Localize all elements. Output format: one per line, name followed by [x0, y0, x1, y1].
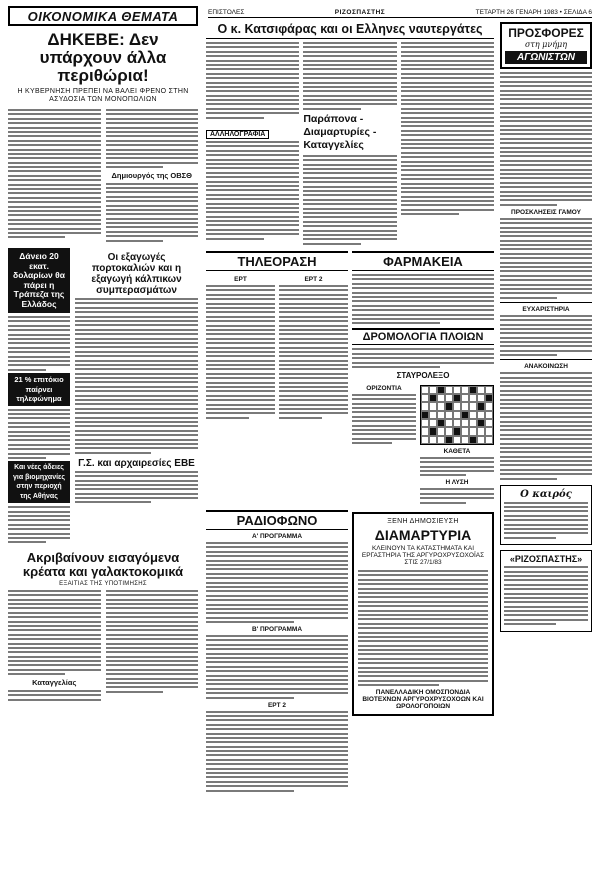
crossword-title: ΣΤΑΥΡΟΛΕΞΟ	[396, 370, 450, 380]
lead-article-subhead: Δημιουργός της ΟΒΣΘ	[111, 171, 192, 181]
weather-title: Ο καιρός	[520, 488, 572, 500]
thanks-notice-title: ΕΥΧΑΡΙΣΤΗΡΙΑ	[522, 305, 570, 313]
crossword-across-label: ΟΡΙΖΟΝΤΙΑ	[366, 384, 402, 392]
economics-column	[8, 6, 198, 868]
protest-notice-title: ΔΙΑΜΑΡΤΥΡΙΑ	[374, 527, 472, 544]
memorial-offers-box	[500, 22, 592, 69]
main-headline: Ο κ. Κατσιφάρας και οι Ελληνες ναυτεργάτες	[206, 22, 494, 39]
loan-box-title: Δάνειο 20 εκατ. δολαρίων θα πάρει η Τράπεζα της Ελλάδος	[13, 251, 65, 309]
meat-article-kicker: ΕΞΑΙΤΙΑΣ ΤΗΣ ΥΠΟΤΙΜΗΣΗΣ	[59, 580, 147, 587]
sidebar-column	[500, 22, 592, 794]
loan-box	[8, 248, 70, 313]
masthead-date: ΤΕΤΑΡΤΗ 26 ΓΕΝΑΡΗ 1983 • ΣΕΛΙΔΑ 6	[475, 9, 592, 16]
masthead-brand: ΡΙΖΟΣΠΑΣΤΗΣ	[334, 9, 386, 16]
memorial-offers-title: ΠΡΟΣΦΟΡΕΣ	[508, 26, 584, 40]
meat-article-title: Ακριβαίνουν εισαγόμενα κρέατα και γαλακτοκομικά	[22, 549, 184, 579]
protest-notice	[352, 512, 494, 716]
memorial-offers-banner: ΑΓΩΝΙΣΤΩΝ	[505, 51, 587, 64]
protest-notice-subtitle: ΚΛΕΙΝΟΥΝ ΤΑ ΚΑΤΑΣΤΗΜΑΤΑ ΚΑΙ ΕΡΓΑΣΤΗΡΙΑ ΤΗΣ ΑΡΓΥΡΟΧΡΥΣΟΧΟΪΑΣ ΣΤΙΣ 27/1/83	[361, 545, 485, 567]
lead-article-title: ΔΗΚΕΒΕ: Δεν υπάρχουν άλλα περιθώρια!	[39, 30, 167, 85]
gs-article-title: Γ.Σ. και αρχαιρεσίες ΕΒΕ	[78, 457, 195, 469]
radio-program-1: Α' ΠΡΟΓΡΑΜΜΑ	[251, 533, 303, 541]
masthead-section: ΕΠΙΣΤΟΛΕΣ	[208, 9, 245, 16]
weather-box	[500, 485, 592, 546]
pharmacy-section-title: ΦΑΡΜΑΚΕΙΑ	[352, 251, 494, 271]
radio-section-title: ΡΑΔΙΟΦΩΝΟ	[206, 510, 348, 530]
subscription-box	[500, 550, 592, 631]
marriage-notices-title: ΠΡΟΣΚΛΗΣΕΙΣ ΓΑΜΟΥ	[511, 208, 581, 216]
ships-section-title: ΔΡΟΜΟΛΟΓΙΑ ΠΛΟΙΩΝ	[352, 328, 494, 345]
industry-box-title: Και νέες άδειες για βιομηχανίες στην περιοχή της Αθήνας	[12, 464, 66, 500]
lead-article-subtitle: Η ΚΥΒΕΡΝΗΣΗ ΠΡΕΠΕΙ ΝΑ ΒΑΛΕΙ ΦΡΕΝΟ ΣΤΗΝ ΑΣΥΔΟΣΙΑ ΤΩΝ ΜΟΝΟΠΩΛΙΩΝ	[17, 88, 189, 103]
radio-program-3: ΕΡΤ 2	[267, 701, 287, 709]
letters-page-main	[206, 22, 592, 868]
radio-program-2: Β' ΠΡΟΓΡΑΜΜΑ	[251, 626, 303, 634]
letters-label: ΑΛΛΗΛΟΓΡΑΦΙΑ	[206, 130, 269, 139]
industry-box	[8, 461, 70, 503]
crossword-down-label: ΚΑΘΕΤΑ	[443, 447, 471, 455]
tv-section-title: ΤΗΛΕΟΡΑΣΗ	[206, 251, 348, 271]
crossword-solution-label: Η ΛΥΣΗ	[445, 479, 469, 487]
page-masthead	[208, 6, 592, 18]
crossword-grid	[420, 385, 494, 445]
rate-box-title: 21 % επιτόκιο παίρνει τηλεφώνημα	[14, 375, 64, 404]
rate-box	[8, 373, 70, 406]
announcement-title: ΑΝΑΚΟΙΝΩΣΗ	[524, 363, 568, 371]
oranges-article-title: Οι εξαγωγές πορτοκαλιών και η εξαγωγή κάλπικων συμπερασμάτων	[91, 252, 182, 297]
newspaper-page	[8, 6, 592, 868]
memorial-offers-line: στη μνήμη	[524, 40, 568, 49]
tv-channel-2: ΕΡΤ 2	[304, 276, 323, 284]
tv-channel-1: ΕΡΤ	[234, 276, 247, 284]
protest-notice-kicker: ΞΕΝΗ ΔΗΜΟΣΙΕΥΣΗ	[387, 518, 459, 526]
subscription-title: «ΡΙΖΟΣΠΑΣΤΗΣ»	[509, 554, 583, 565]
section-banner: ΟΙΚΟΝΟΜΙΚΑ ΘΕΜΑΤΑ	[8, 6, 198, 26]
complaints-title: Παράπονα - Διαμαρτυρίες - Καταγγελίες	[303, 112, 377, 151]
protest-notice-signature: ΠΑΝΕΛΛΑΔΙΚΗ ΟΜΟΣΠΟΝΔΙΑ ΒΙΟΤΕΧΝΩΝ ΑΡΓΥΡΟΧΡΥΣΟΧΟΩΝ ΚΑΙ ΩΡΟΛΟΓΟΠΟΙΩΝ	[362, 689, 484, 711]
bottom-subhead: Καταγγελίας	[32, 678, 77, 688]
lead-article-body	[8, 109, 198, 244]
